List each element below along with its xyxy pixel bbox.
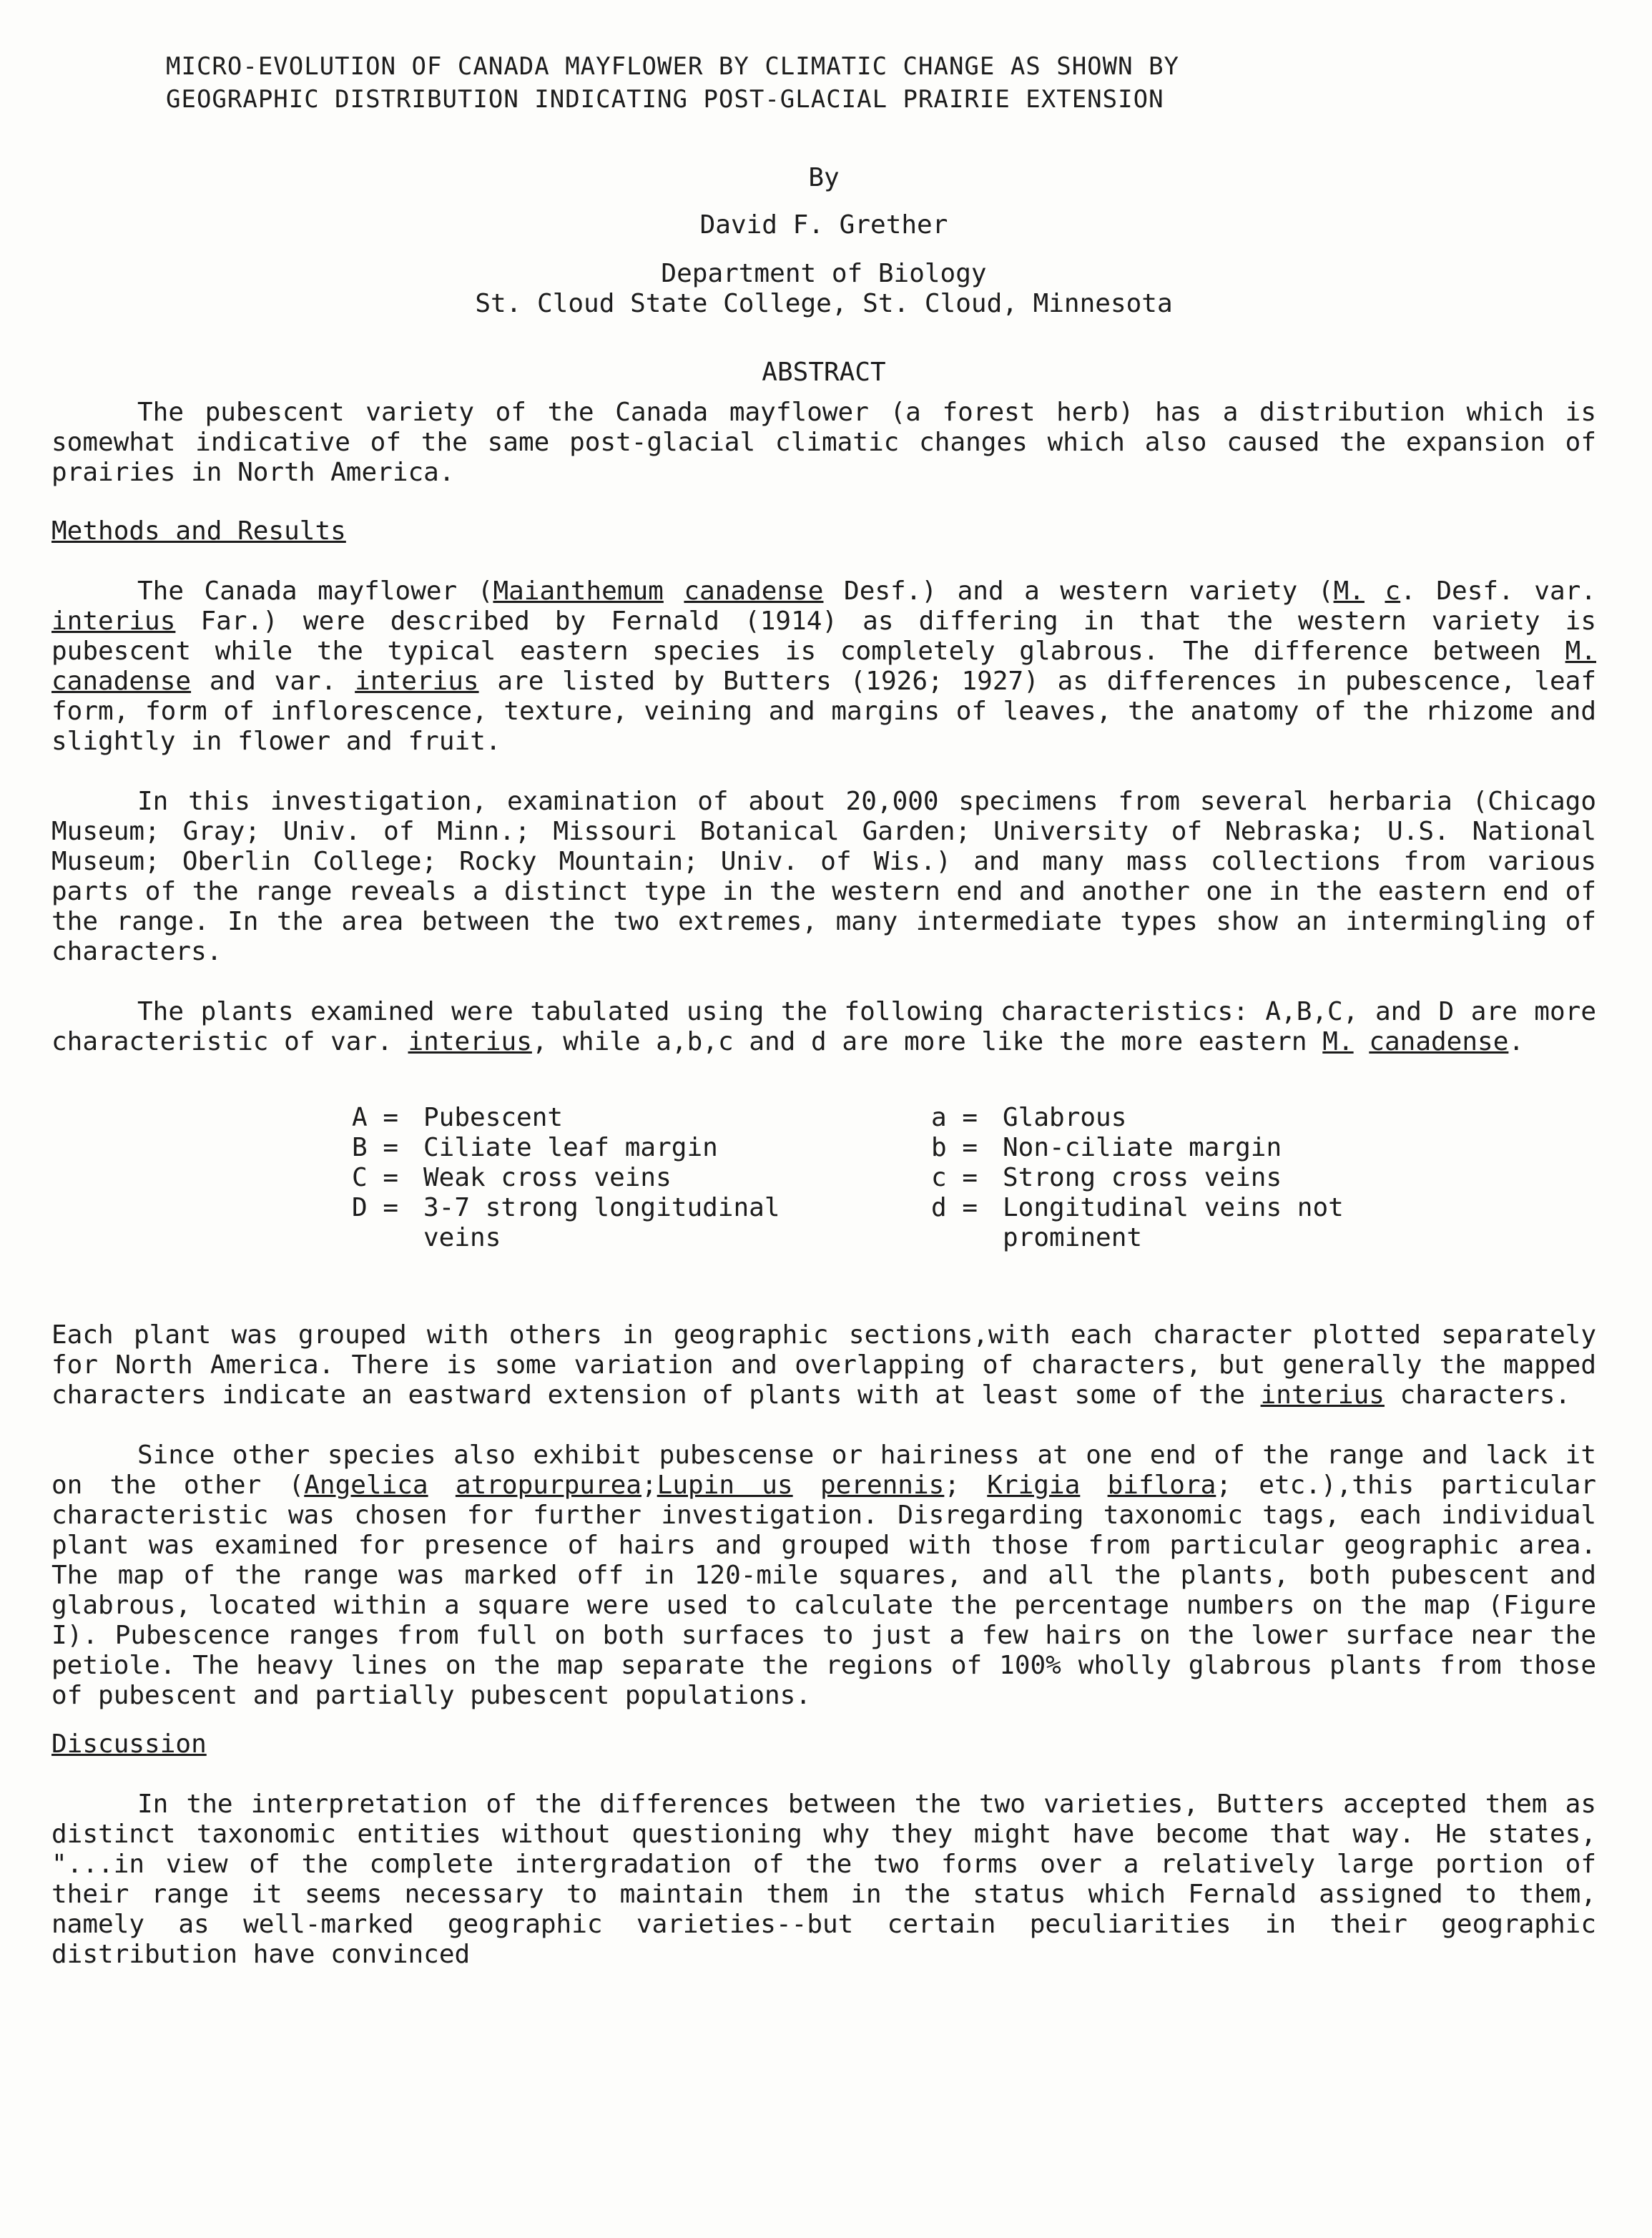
department: Department of Biology: [661, 259, 987, 288]
methods-paragraph-2: In this investigation, examination of about 20,000 specimens from several herbaria (Chicago Museum; Gray; Univ. of Minn.; Missouri Botanical Garden; University of Nebraska; U.S. National Museum; Oberlin College; Rocky Mountain; Univ. of Wis.) and many mass collections from various parts of the range reveals a distinct type in the western end and another one in the eastern end of the range. In the area between the two extremes, many intermediate types show an intermingling of characters.: [51, 787, 1596, 966]
methods-paragraph-5: Since other species also exhibit pubescense or hairiness at one end of the range and lack it on the other (Angelica atropurpurea;Lupin us perennis; Krigia biflora; etc.),this particular characteristic was chosen for further investigation. Disregarding taxonomic tags, each individual plant was examined for presence of hairs and grouped with those from particular geographic area. The map of the range was marked off in 120-mile squares, and all the plants, both pubescent and glabrous, located within a square were used to calculate the percentage numbers on the map (Figure I). Pubescence ranges from full on both surfaces to just a few hairs on the lower surface near the petiole. The heavy lines on the map separate the regions of 100% wholly glabrous plants from those of pubescent and partially pubescent populations.: [51, 1441, 1597, 1710]
methods-paragraph-1: The Canada mayflower (Maianthemum canadense Desf.) and a western variety (M. c. Desf. var. interius Far.) were described by Fernald (1914) as differing in that the western variety is pubescent while the typical eastern species is completely glabrous. The difference between M. canadense and var. interius are listed by Butters (1926; 1927) as differences in pubescence, leaf form, form of inflorescence, texture, veining and margins of leaves, the anatomy of the rhizome and slightly in flower and fruit.: [51, 576, 1596, 756]
character-key-left: [352, 1103, 924, 1253]
methods-paragraph-3: The plants examined were tabulated using the following characteristics: A,B,C, and D are more characteristic of var. interius, while a,b,c and d are more like the more eastern M. canadense.: [51, 997, 1596, 1056]
character-row: A = Pubescent: [352, 1103, 564, 1132]
character-key-right: [931, 1103, 1503, 1253]
paper-title: [166, 50, 1596, 116]
author-name: David F. Grether: [699, 210, 948, 240]
methods-heading: Methods and Results: [51, 516, 346, 546]
character-row: D = 3-7 strong longitudinal veins: [352, 1193, 780, 1252]
abstract-heading: ABSTRACT: [762, 358, 886, 387]
institution: St. Cloud State College, St. Cloud, Minnesota: [475, 289, 1173, 318]
title-line-2: GEOGRAPHIC DISTRIBUTION INDICATING POST-GLACIAL PRAIRIE EXTENSION: [166, 85, 1164, 114]
abstract-text: The pubescent variety of the Canada mayflower (a forest herb) has a distribution which is somewhat indicative of the same post-glacial climatic changes which also caused the expansion of prairies in North America.: [51, 398, 1596, 487]
title-line-1: MICRO-EVOLUTION OF CANADA MAYFLOWER BY CLIMATIC CHANGE AS SHOWN BY: [166, 52, 1180, 81]
byline: By: [808, 163, 840, 192]
character-key-table: [352, 1103, 1525, 1253]
paper-page: [51, 50, 1596, 1970]
character-row: d = Longitudinal veins not prominent: [931, 1193, 1344, 1252]
character-row: B = Ciliate leaf margin: [352, 1133, 718, 1162]
discussion-paragraph-1: In the interpretation of the differences between the two varieties, Butters accepted them as distinct taxonomic entities without questioning why they might have become that way. He states, "...in view of the complete intergradation of the two forms over a relatively large portion of their range it seems necessary to maintain them in the status which Fernald assigned to them, namely as well-marked geographic varieties--but certain peculiarities in their geographic distribution have convinced: [51, 1790, 1596, 1969]
character-row: a = Glabrous: [931, 1103, 1127, 1132]
character-row: C = Weak cross veins: [352, 1163, 672, 1192]
character-row: b = Non-ciliate margin: [931, 1133, 1282, 1162]
methods-paragraph-4: Each plant was grouped with others in geographic sections,with each character plotted separately for North America. There is some variation and overlapping of characters, but generally the mapped characters indicate an eastward extension of plants with at least some of the interius characters.: [51, 1320, 1596, 1410]
character-row: c = Strong cross veins: [931, 1163, 1282, 1192]
discussion-heading: Discussion: [51, 1729, 207, 1759]
